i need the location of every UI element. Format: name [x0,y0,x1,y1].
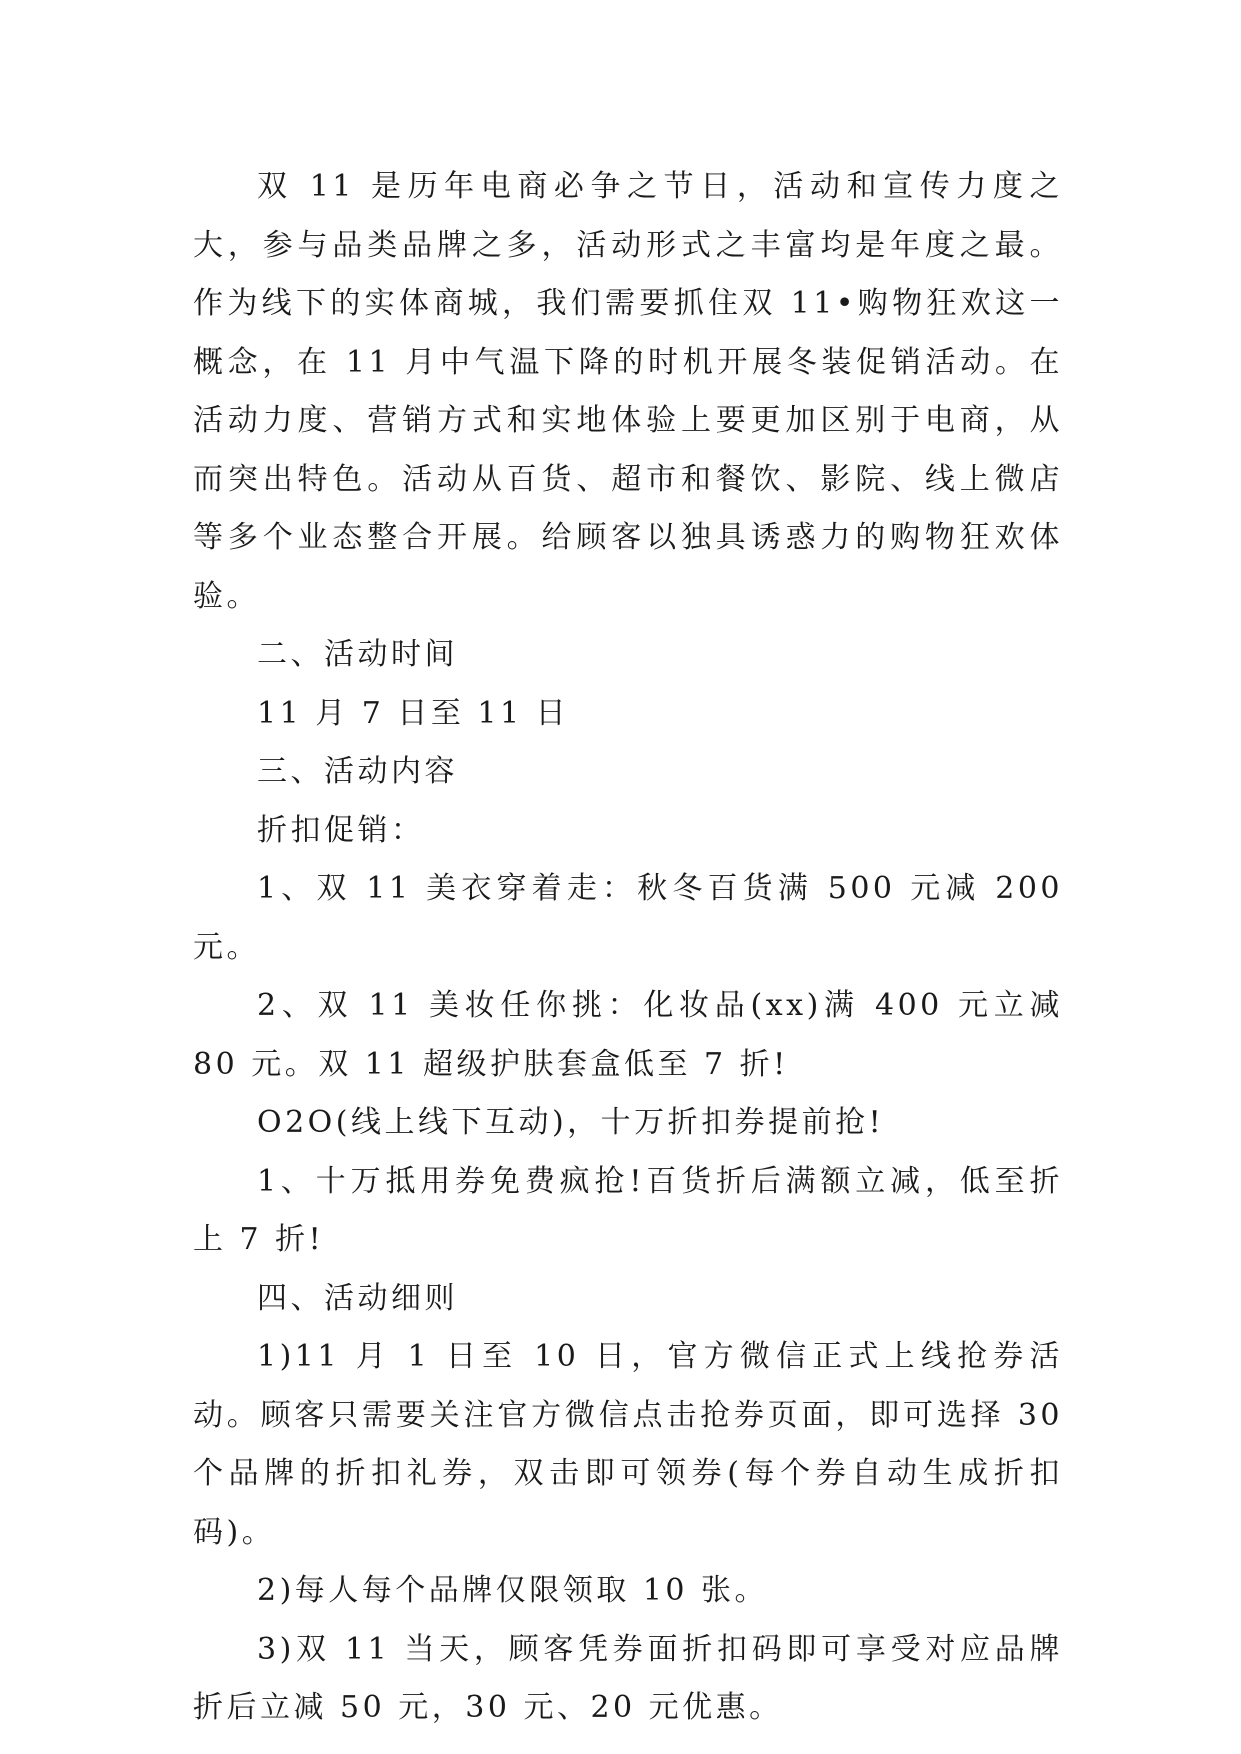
promotion-item-coupons: 1、十万抵用券免费疯抢!百货折后满额立减，低至折上 7 折! [193,1163,1063,1257]
subheading-discount-promotion: 折扣促销： [257,812,425,848]
intro-paragraph: 双 11 是历年电商必争之节日，活动和宣传力度之大，参与品类品牌之多，活动形式之丰富均是年度之最。作为线下的实体商城，我们需要抓住双 11•购物狂欢这一概念，在 11 月中气温下降的时机开展冬装促销活动。在活动力度、营销方式和实地体验上要更加区别于电商，从而突出特色。活动从百货、超市和餐饮、影院、线上微店等多个业态整合开展。给顾客以独具诱惑力的购物狂欢体验。 [193,169,1063,614]
activity-date-range: 11 月 7 日至 11 日 [257,695,570,731]
section-heading-activity-content: 三、活动内容 [257,754,458,789]
subheading-o2o-coupons: O2O(线上线下互动)，十万折扣券提前抢! [257,1105,885,1140]
section-heading-activity-rules: 四、活动细则 [257,1280,458,1316]
rule-item-2: 2)每人每个品牌仅限领取 10 张。 [257,1573,769,1608]
document-body [193,158,1063,1738]
rule-item-1: 1)11 月 1 日至 10 日，官方微信正式上线抢券活动。顾客只需要关注官方微信点击抢券页面，即可选择 30 个品牌的折扣礼券，双击即可领券(每个券自动生成折扣码)。 [193,1339,1063,1550]
section-heading-activity-time: 二、活动时间 [257,637,458,672]
promotion-item-apparel: 1、双 11 美衣穿着走：秋冬百货满 500 元减 200 元。 [193,871,1063,965]
promotion-item-cosmetics: 2、双 11 美妆任你挑：化妆品(xx)满 400 元立减 80 元。双 11 超级护肤套盒低至 7 折! [193,988,1063,1082]
rule-item-3: 3)双 11 当天，顾客凭券面折扣码即可享受对应品牌折后立减 50 元，30 元、20 元优惠。 [193,1631,1063,1725]
